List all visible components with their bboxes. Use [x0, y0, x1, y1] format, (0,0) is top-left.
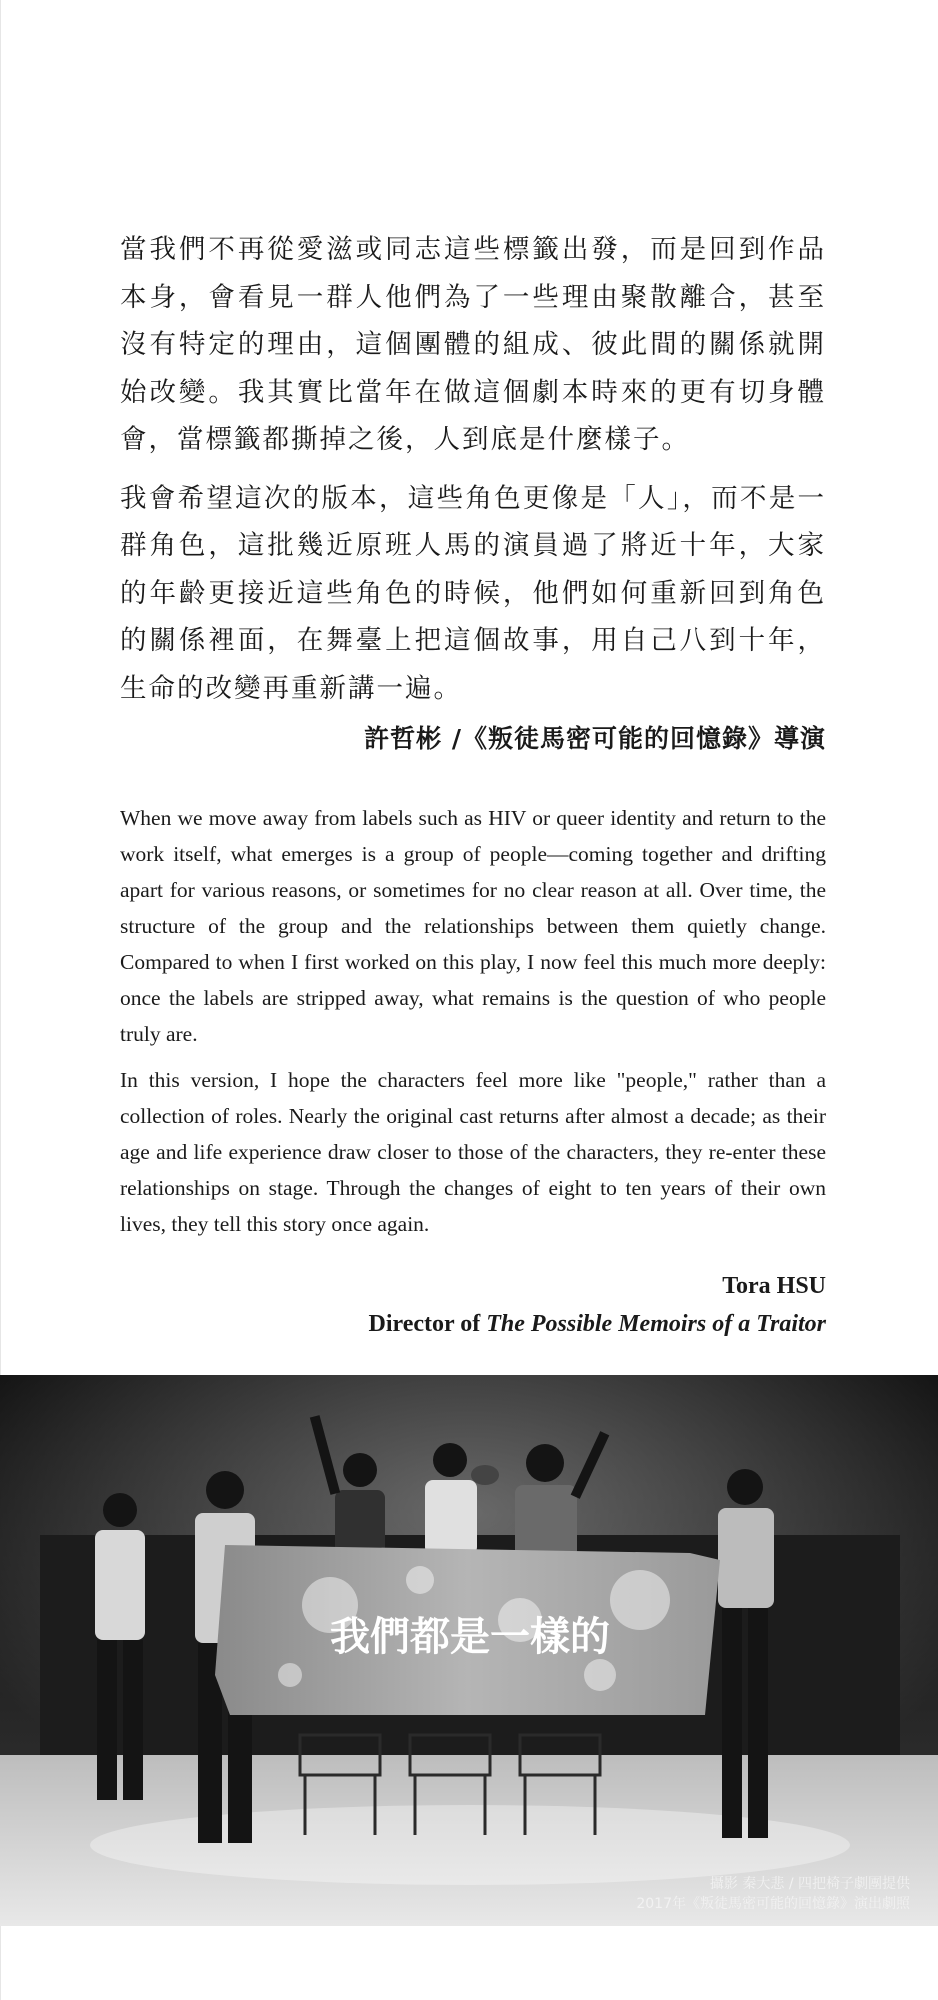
chinese-signature: 許哲彬 /《叛徒馬密可能的回憶錄》導演	[364, 724, 826, 753]
signature-name: Tora HSU	[722, 1273, 826, 1299]
photo-credit	[636, 1874, 910, 1914]
chinese-paragraph-1: 當我們不再從愛滋或同志這些標籤出發，而是回到作品本身，會看見一群人他們為了一些理由聚散離合，甚至沒有特定的理由，這個團體的組成、彼此間的關係就開始改變。我其實比當年在做這個劇本時來的更有切身體會，當標籤都撕掉之後，人到底是什麼樣子。	[120, 234, 826, 455]
english-text-block	[120, 800, 826, 1242]
signature-play-title: The Possible Memoirs of a Traitor	[486, 1311, 826, 1337]
protest-banner	[215, 1545, 720, 1715]
signature-role: Director of	[368, 1311, 481, 1337]
chinese-paragraph-2: 我會希望這次的版本，這些角色更像是「人」，而不是一群角色，這批幾近原班人馬的演員過了將近十年，大家的年齡更接近這些角色的時候，他們如何重新回到角色的關係裡面，在舞臺上把這個故事，用自己八到十年，生命的改變再重新講一遍。	[120, 482, 826, 704]
english-signature	[368, 1267, 826, 1343]
stage-photo	[0, 1375, 938, 1926]
photo-credit-line-1: 攝影 秦大悲 / 四把椅子劇團提供	[709, 1876, 910, 1892]
english-paragraph-2: In this version, I hope the characters feel more like "people," rather than a collection of roles. Nearly the original cast returns after almost a decade; as their age and life experience draw closer to those of the characters, they re-enter these relationships on stage. Through the changes of eight to ten years of their own lives, they tell this story once again.	[120, 1068, 826, 1236]
chinese-text-block	[120, 226, 826, 712]
signature-role-line	[368, 1305, 826, 1343]
stage-photo-illustration	[0, 1375, 938, 1926]
english-paragraph-1: When we move away from labels such as HIV or queer identity and return to the work itself, what emerges is a group of people—coming together and drifting apart for various reasons, or sometimes for no clear reason at all. Over time, the structure of the group and the relationships between them quietly change. Compared to when I first worked on this play, I now feel this much more deeply: once the labels are stripped away, what remains is the question of who people truly are.	[120, 806, 826, 1046]
banner-text: 我們都是一樣的	[330, 1614, 610, 1660]
photo-credit-line-2: 2017年《叛徒馬密可能的回憶錄》演出劇照	[636, 1896, 910, 1912]
